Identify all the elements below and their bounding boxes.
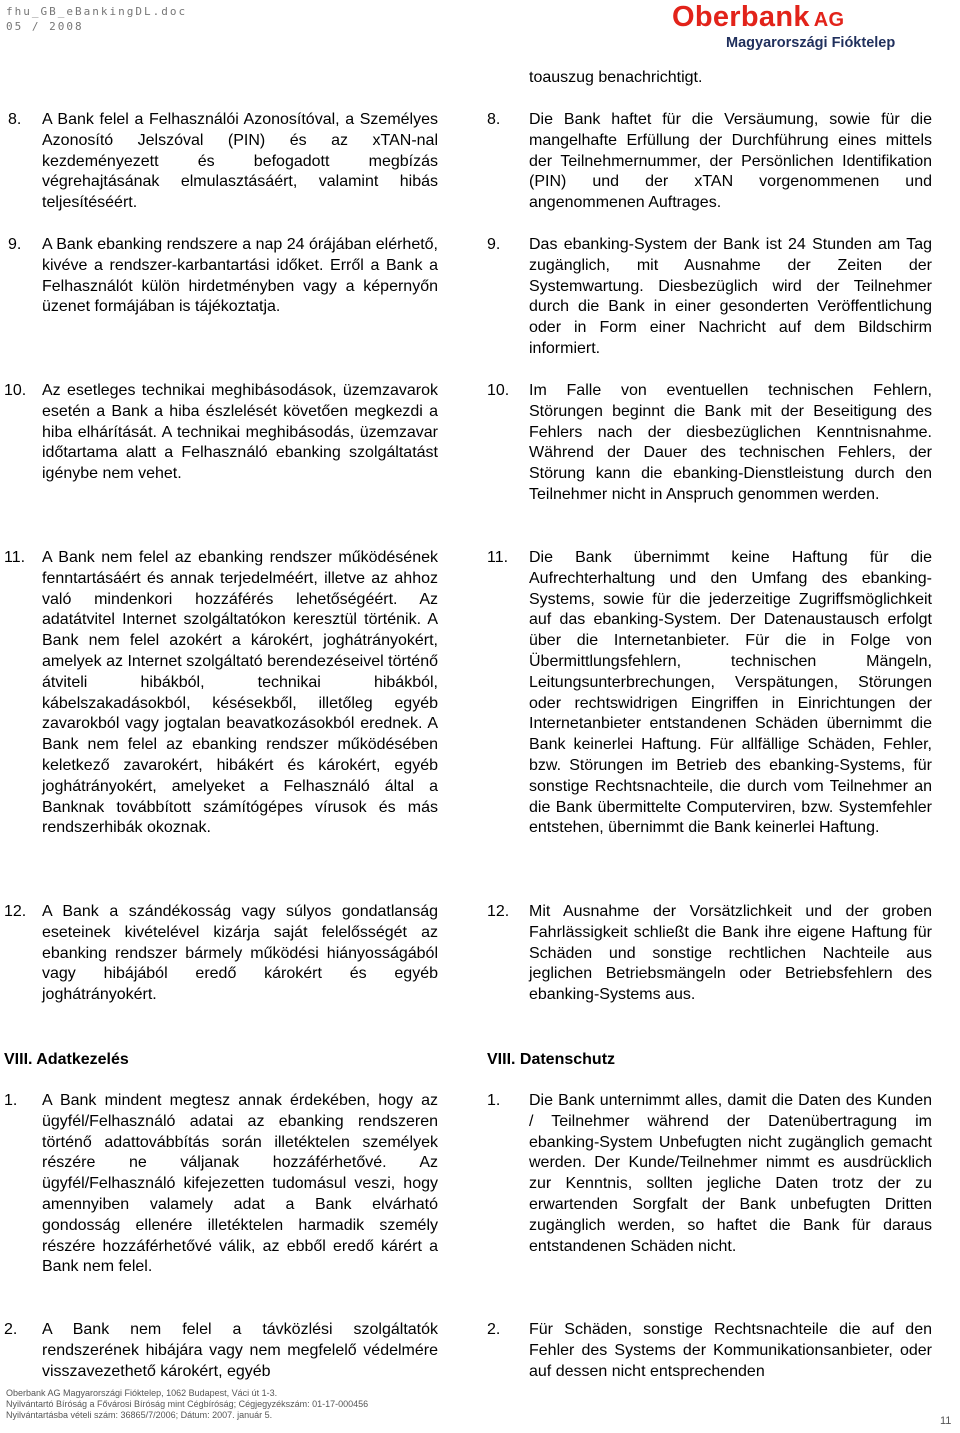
de-section-heading: VIII. Datenschutz xyxy=(487,1051,616,1068)
clause-number: 12. xyxy=(4,903,27,920)
footer-registry: Nyilvántartó Bíróság a Fővárosi Bíróság mint Cégbíróság; Cégjegyzékszám: 01-17-000456 xyxy=(6,1399,369,1409)
document-header-info xyxy=(6,4,187,34)
clause-text: A Bank nem felel az ebanking rendszer működésének fenntartásáért és annak terjedelméért, illetve az ahhoz való mindenkori hozzáférés lehetőségéért. Az adatátvitel Internet szolgáltatókon keresztül történik. A Bank nem felel azokért a károkért, joghátrányokért, amelyek az Internet szolgáltató berendezéseivel történő átviteli hibákból, technikai hibákból, kábelszakadásokból, késésekből, illetőleg egyéb zavarokból vagy jogtalan beavatkozásokból erednek. A Bank nem felel az ebanking rendszer működésében keletkező zavarokért, hibákért és károkért, egyéb joghátrányokért, amelyeket a Felhasználó által a Banknak továbbított számítógépes vírusok és más rendszerhibák okoznak. xyxy=(42,549,438,837)
footer-address: Oberbank AG Magyarországi Fióktelep, 1062 Budapest, Váci út 1-3. xyxy=(6,1388,278,1398)
clause-text: Die Bank übernimmt keine Haftung für die Aufrechterhaltung und den Umfang des ebanking-Systems, sowie für die jederzeitige Zugriffsmöglichkeit auf das ebanking-System. Der Datenaustausch erfolgt über die Internetanbieter. Für die in Folge von Übermittlungsfehlern, technischen Mängeln, Leitungsunterbrechungen, Verspätungen, Störungen oder rechtswidrigen Eingriffen in Einrichtungen der Internetanbieter entstandenen Schäden übernimmt die Bank keinerlei Haftung. Für allfällige Schäden, Fehler, bzw. Störungen im Betrieb des ebanking-Systems, für sonstige Rechtsnachteile, die durch vom Teilnehmer an die Bank übermittelte Computerviren, bzw. Systemfehler entstehen, übernimmt die Bank keinerlei Haftung. xyxy=(529,549,932,837)
clause-number: 1. xyxy=(487,1092,501,1109)
clause-text: A Bank a szándékosság vagy súlyos gondatlanság eseteinek kivételével kizárja saját felelősségét az ebanking rendszer bármely működési hiányosságából vagy hibájából eredő károkért és egyéb joghátrányokért. xyxy=(42,903,438,1004)
page-number: 11 xyxy=(940,1415,952,1427)
clause-text: A Bank mindent megtesz annak érdekében, hogy az ügyfél/Felhasználó adatai az ebanking rendszeren történő adattovábbítás során illetéktelen személyek részére ne váljanak hozzáférhetővé. Az ügyfél/Felhasználó kifejezetten tudomásul veszi, hogy amennyiben valamely adat a Bank elvárható gondosság ellenére illetéktelen harmadik személy részére hozzáférhetővé válik, az ebből eredő kárért a Bank nem felel. xyxy=(42,1092,438,1276)
clause-number: 1. xyxy=(4,1092,18,1109)
carry-over-text: toauszug benachrichtigt. xyxy=(529,69,703,86)
hu-clause-12 xyxy=(0,902,438,1006)
footer-registration: Nyilvántartásba vételi szám: 36865/7/2006; Dátum: 2007. január 5. xyxy=(6,1410,273,1420)
clause-text: Für Schäden, sonstige Rechtsnachteile die auf den Fehler des Systems der Kommunikationsanbieter, oder auf dessen nicht entsprechenden xyxy=(529,1321,932,1380)
clause-number: 8. xyxy=(8,111,22,128)
hu-section-heading: VIII. Adatkezelés xyxy=(4,1051,129,1068)
de-clause-8 xyxy=(487,110,932,214)
clause-text: Die Bank haftet für die Versäumung, sowie für die mangelhafte Erfüllung der Durchführung eines mittels der Teilnehmernummer, der Persönlichen Identifikation (PIN) und der xTAN vorgenommenen und angenommenen Auftrages. xyxy=(529,111,932,212)
logo-ag: AG xyxy=(813,9,845,31)
clause-text: Az esetleges technikai meghibásodások, üzemzavarok esetén a Bank a hiba észlelését követően megkezdi a hiba elhárítását. A technikai meghibásodás, üzemzavar időtartama alatt a Felhasználó ebanking szolgáltatást igénybe nem vehet. xyxy=(42,382,438,483)
clause-number: 12. xyxy=(487,903,510,920)
clause-text: Die Bank unternimmt alles, damit die Daten des Kunden / Teilnehmer während der Datenübertragung im ebanking-System Unbefugten nicht zugänglich gemacht werden. Der Kunde/Teilnehmer nimmt es ausdrücklich zur Kenntnis, sollten jegliche Daten trotz der zu erwartenden Sorgfalt der Bank unbefugten Dritten zugänglich werden, so haftet die Bank für daraus entstandenen Schäden nicht. xyxy=(529,1092,932,1255)
clause-text: A Bank nem felel a távközlési szolgáltatók rendszerének hibájára vagy nem megfelelő védelmére visszavezethető károkért, egyéb xyxy=(42,1321,438,1380)
hu-clause-10 xyxy=(0,381,438,485)
clause-number: 11. xyxy=(4,549,26,566)
clause-text: A Bank felel a Felhasználói Azonosítóval, a Személyes Azonosító Jelszóval (PIN) és az xTAN-nal kezdeményezett és befogadott megbízás végrehajtásának elmulasztásáért, valamint hibás teljesítéséért. xyxy=(42,111,438,212)
clause-number: 10. xyxy=(487,382,510,399)
de-clause-9 xyxy=(487,235,932,360)
document-filename: fhu_GB_eBankingDL.doc xyxy=(6,5,188,18)
document-date: 05 / 2008 xyxy=(6,20,84,33)
hu-section-clause-2 xyxy=(0,1320,438,1382)
hu-clause-9 xyxy=(0,235,438,318)
de-carry-over xyxy=(487,68,932,89)
de-clause-10 xyxy=(487,381,932,506)
clause-text: Im Falle von eventuellen technischen Fehlern, Störungen beginnt die Bank mit der Beseitigung des Fehlers nach der diesbezüglichen Kenntnisnahme. Während der Dauer des technischen Fehlers, der Störung kann die ebanking-Dienstleistung durch den Teilnehmer nicht in Anspruch genommen werden. xyxy=(529,382,932,503)
clause-number: 8. xyxy=(487,111,501,128)
oberbank-logo xyxy=(672,2,932,51)
clause-text: Mit Ausnahme der Vorsätzlichkeit und der groben Fahrlässigkeit schließt die Bank ihre eigene Haftung für Schäden und sonstige rechtlichen Nachteile aus jeglichen Betriebsmängeln oder Betriebsfehlern des ebanking-Systems aus. xyxy=(529,903,932,1004)
clause-number: 2. xyxy=(487,1321,501,1338)
document-footer xyxy=(6,1388,368,1421)
de-section-clause-1 xyxy=(487,1091,932,1257)
clause-number: 10. xyxy=(4,382,27,399)
clause-number: 9. xyxy=(487,236,501,253)
de-section-clause-2 xyxy=(487,1320,932,1382)
de-clause-12 xyxy=(487,902,932,1006)
de-clause-11 xyxy=(487,548,932,839)
logo-wordmark: Oberbank xyxy=(672,1,810,33)
clause-number: 9. xyxy=(8,236,22,253)
hu-clause-8 xyxy=(0,110,438,214)
clause-text: A Bank ebanking rendszere a nap 24 órájában elérhető, kivéve a rendszer-karbantartási időket. Erről a Bank a Felhasználót külön hirdetményben vagy a képernyőn üzenet formájában is tájékoztatja. xyxy=(42,236,438,316)
logo-subtitle: Magyarországi Fióktelep xyxy=(726,35,896,51)
hu-section-clause-1 xyxy=(0,1091,438,1278)
clause-text: Das ebanking-System der Bank ist 24 Stunden am Tag zugänglich, mit Ausnahme der Zeiten der Systemwartung. Diesbezüglich wird der Teilnehmer durch die Bank in einer gesonderten Veröffentlichung oder in Form einer Nachricht auf dem Bildschirm informiert. xyxy=(529,236,932,357)
clause-number: 2. xyxy=(4,1321,18,1338)
hu-clause-11 xyxy=(0,548,438,839)
clause-number: 11. xyxy=(487,549,509,566)
